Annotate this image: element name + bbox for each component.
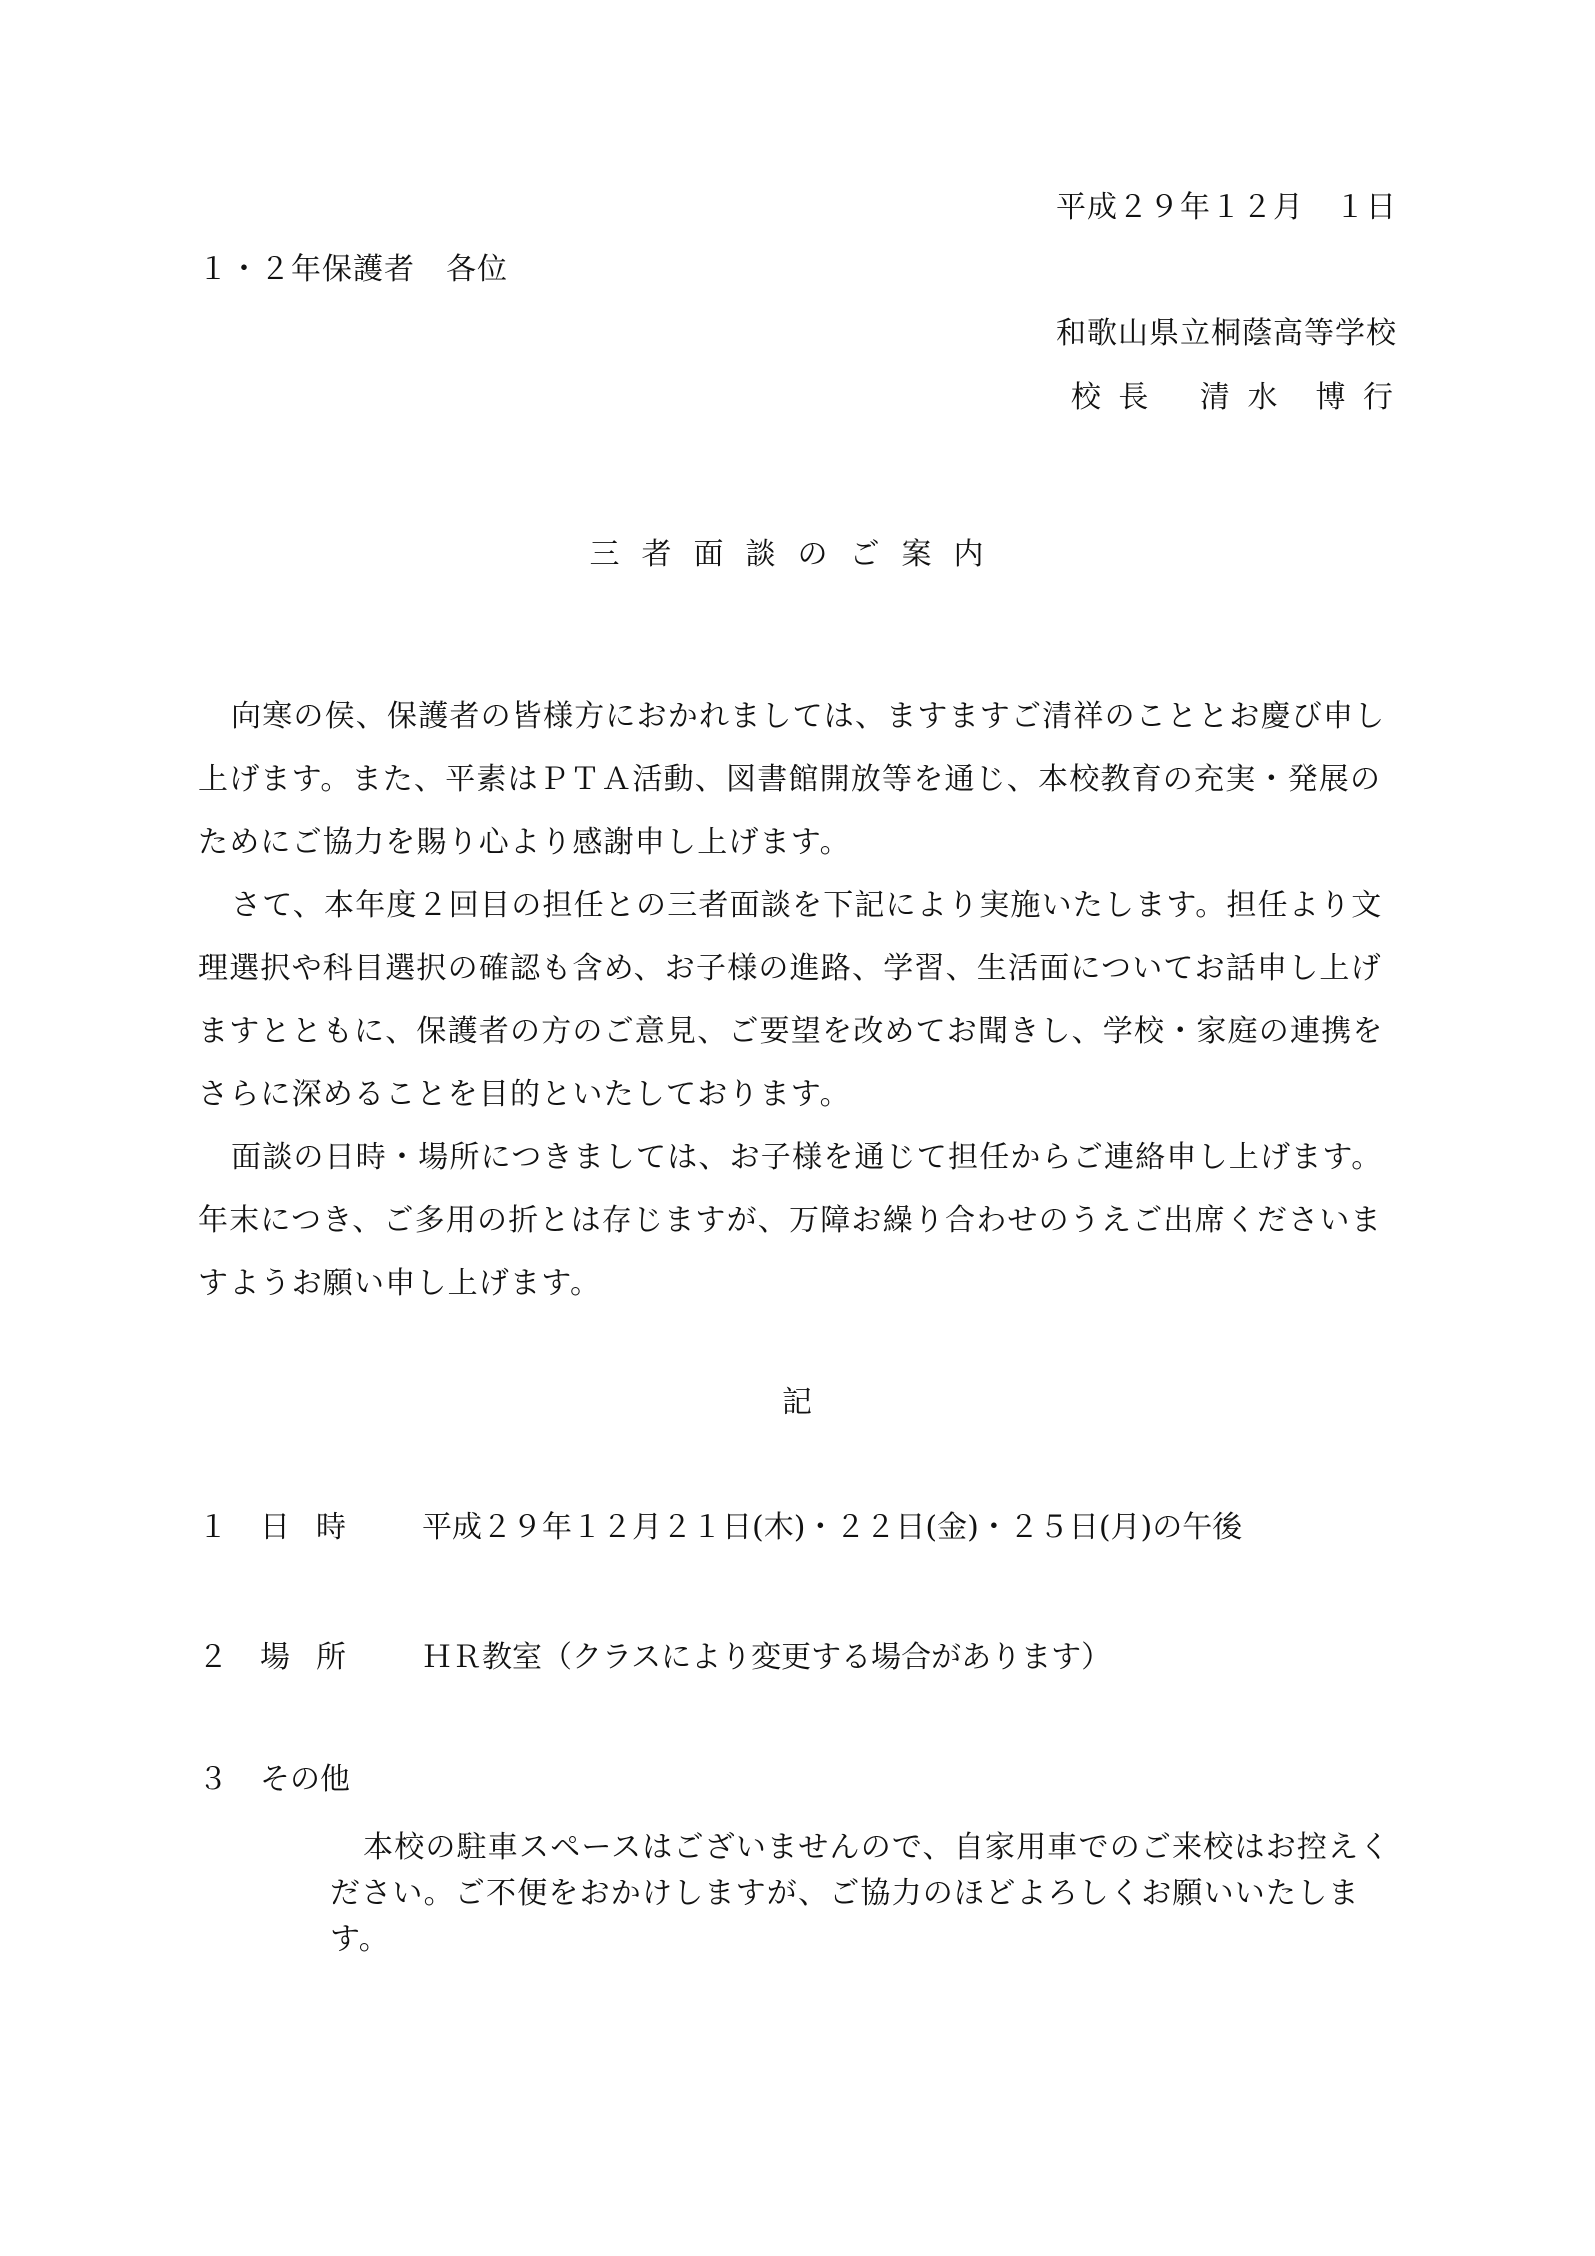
item-label: その他	[260, 1762, 350, 1797]
parking-note: 本校の駐車スペースはございませんので、自家用車でのご来校はお控えください。ご不便をおかけしますが、ご協力のほどよろしくお願いいたします。	[330, 1830, 1391, 1957]
item-datetime	[198, 1508, 1242, 1548]
principal-name: 校 長 清 水 博 行	[1070, 380, 1397, 415]
item-number: １	[198, 1510, 228, 1545]
item-value: ＨＲ教室（クラスにより変更する場合があります）	[422, 1640, 1112, 1675]
item-number: ２	[198, 1640, 228, 1675]
item-number: ３	[198, 1762, 228, 1797]
item-other	[198, 1760, 350, 1800]
item-place	[198, 1638, 1111, 1678]
school-name: 和歌山県立桐蔭高等学校	[1056, 316, 1397, 351]
ki-heading: 記	[782, 1385, 813, 1420]
item-value: 平成２９年１２月２１日(木)・２２日(金)・２５日(月)の午後	[422, 1510, 1243, 1545]
document-title: 三者面談のご案内	[589, 537, 1006, 572]
item-label: 日時	[260, 1510, 372, 1545]
document-date: 平成２９年１２月 １日	[1056, 190, 1397, 225]
recipient-line: １・２年保護者 各位	[198, 252, 508, 287]
body-paragraph-2: さて、本年度２回目の担任との三者面談を下記により実施いたします。担任より文理選択や科目選択の確認も含め、お子様の進路、学習、生活面についてお話申し上げますとともに、保護者の方のご意見、ご要望を改めてお聞きし、学校・家庭の連携をさらに深めることを目的といたしております。	[198, 888, 1384, 1112]
body-paragraph-1: 向寒の侯、保護者の皆様方におかれましては、ますますご清祥のこととお慶び申し上げます。また、平素はＰＴＡ活動、図書館開放等を通じ、本校教育の充実・発展のためにご協力を賜り心より感謝申し上げます。	[198, 699, 1386, 860]
item-label: 場所	[260, 1640, 372, 1675]
body-paragraph-3: 面談の日時・場所につきましては、お子様を通じて担任からご連絡申し上げます。年末につき、ご多用の折とは存じますが、万障お繰り合わせのうえご出席くださいますようお願い申し上げます。	[198, 1140, 1383, 1301]
